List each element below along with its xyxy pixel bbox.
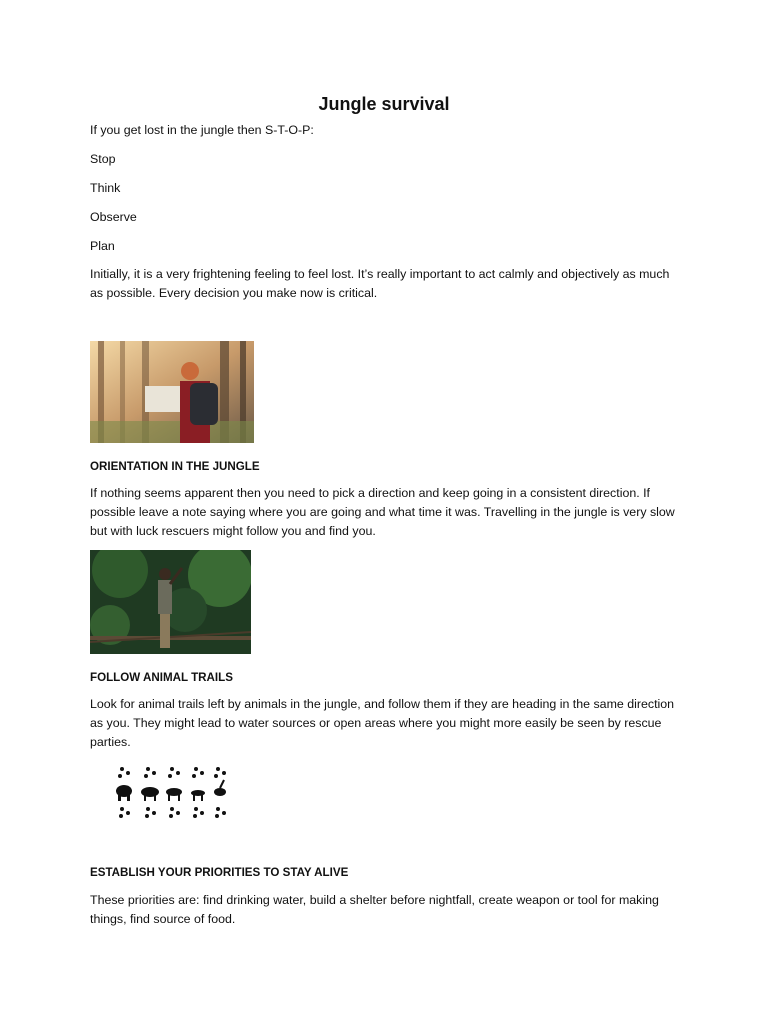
section-body-animal-trails: Look for animal trails left by animals in the jungle, and follow them if they are heading in the same direction as you. They might lead to water sources or open areas where you might more easily be seen by rescue parties. [90,697,675,749]
section-body-priorities: These priorities are: find drinking water, build a shelter before nightfall, create weapon or tool for making things, find source of food. [90,893,659,926]
step-think: Think [90,181,121,195]
section-heading-priorities: ESTABLISH YOUR PRIORITIES TO STAY ALIVE [90,866,349,879]
section-heading-orientation: ORIENTATION IN THE JUNGLE [90,460,260,473]
animal-tracks-illustration [112,764,230,820]
section-body-orientation: If nothing seems apparent then you need to pick a direction and keep going in a consistent direction. If possible leave a note saying where you are going and what time it was. Travelling in the jungle is very slow but with luck rescuers might follow you and find you. [90,486,675,538]
jungle-bridge-photo [90,550,251,654]
step-stop: Stop [90,152,116,166]
intro-line: If you get lost in the jungle then S-T-O-P: [90,123,314,137]
section-heading-animal-trails: FOLLOW ANIMAL TRAILS [90,671,233,684]
step-plan: Plan [90,239,115,253]
hiker-map-photo [90,341,254,443]
intro-paragraph: Initially, it is a very frightening feeling to feel lost. It’s really important to act calmly and objectively as much as possible. Every decision you make now is critical. [90,267,670,300]
step-observe: Observe [90,210,137,224]
page-title: Jungle survival [318,94,450,114]
